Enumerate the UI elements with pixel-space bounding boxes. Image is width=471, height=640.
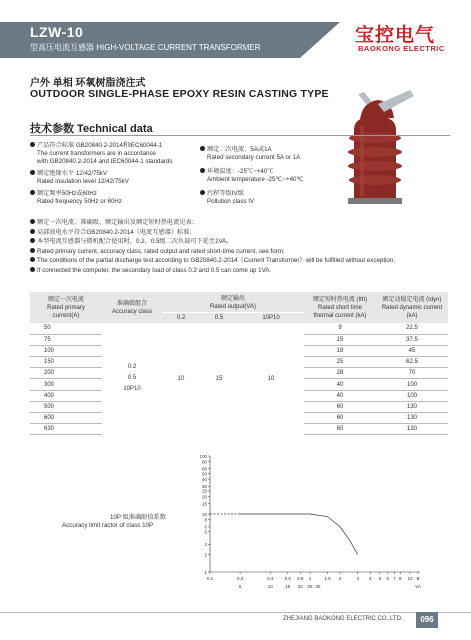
x-tick-label-va: 10 — [267, 584, 273, 589]
header-output-05: 0.5 — [200, 313, 238, 324]
note-item — [30, 256, 450, 266]
tech-data-title: 技术参数 Technical data — [30, 123, 153, 135]
accuracy-value: 10P10 — [123, 386, 141, 393]
x-tick-label: 0.4 — [267, 576, 274, 581]
y-tick-label: 5 — [204, 529, 207, 535]
table-row — [30, 323, 448, 334]
primary-current-cell: 100 — [30, 345, 102, 356]
thermal-current-cell: 18 — [304, 345, 376, 356]
spec-text: Rated insulation level 12/42/75kV — [37, 178, 129, 185]
spec-text: 额定频率50Hz或60Hz — [37, 190, 97, 197]
x-tick-label-va: 30 — [315, 584, 321, 589]
accuracy-cell — [102, 323, 162, 435]
header-text: Accuracy class — [111, 308, 152, 315]
bullet-icon — [30, 248, 35, 253]
spec-text: Rated frequency 50Hz or 60Hz — [37, 198, 122, 205]
header-output-02: 0.2 — [162, 313, 200, 324]
y-tick-label: 3 — [204, 542, 207, 548]
y-tick-label: 10 — [201, 511, 207, 517]
note-text: The conditions of the partial discharge test according to GB20840.2-2014《Current Transformer》will be fulfilled without exception; — [37, 257, 396, 264]
header-text: 额定短时热电流 (Ith) — [312, 296, 368, 303]
bullet-icon — [30, 238, 35, 243]
model-subtitle: 型高压电流互感器 HIGH-VOLTAGE CURRENT TRANSFORMER — [30, 43, 261, 52]
primary-current-cell: 50 — [30, 323, 102, 334]
chart-label-cn: 10P 级准确限值系数 — [110, 514, 166, 521]
bullet-icon — [200, 190, 205, 195]
bullet-icon — [200, 146, 205, 151]
primary-current-cell: 300 — [30, 379, 102, 390]
note-item — [30, 266, 450, 276]
spec-text: 环境温度：-25℃~+40℃ — [207, 168, 274, 175]
spec-text: Ambient temperature -25℃~+40℃ — [207, 176, 304, 183]
x-tick-label: 2 — [338, 576, 342, 581]
x-tick-label: 7 — [393, 576, 396, 581]
x-tick-label: 0.1 — [206, 576, 214, 581]
header-primary-current — [30, 292, 102, 323]
note-item — [30, 218, 450, 228]
bullet-icon — [30, 267, 35, 272]
thermal-current-cell: 60 — [304, 413, 376, 424]
output-05-cell: 15 — [215, 375, 223, 382]
x-tick-label: 0.6 — [284, 576, 291, 581]
x-tick-label: 4 — [368, 576, 372, 581]
bullet-icon — [30, 257, 35, 262]
accuracy-value: 0.5 — [127, 375, 137, 382]
spec-text: 额定绝缘水平 12/42/75kV — [37, 170, 108, 177]
y-tick-label: 40 — [201, 476, 207, 482]
notes-list — [30, 218, 450, 275]
header — [0, 0, 471, 62]
dynamic-current-cell: 130 — [376, 401, 448, 412]
primary-current-cell: 75 — [30, 334, 102, 345]
note-text: Rated primary current, accuracy class, rated output and rated short-time current, see form; — [37, 247, 285, 255]
x-tick-label-va: VA — [415, 584, 421, 589]
x-tick-label-va: 15 — [285, 584, 291, 589]
dynamic-current-cell: 100 — [376, 390, 448, 401]
spec-pollution — [200, 190, 254, 206]
spec-text: The current transformers are in accordance — [37, 150, 156, 157]
note-text: If connected the computer, the secondary load of class 0.2 and 0.5 can come up 1VA. — [37, 266, 272, 274]
thermal-current-cell: 60 — [304, 401, 376, 412]
primary-current-cell: 600 — [30, 413, 102, 424]
header-text: thermal current (kA) — [313, 312, 367, 319]
spec-text: with GB20840.2-2014 and IEC60044-1 standards — [37, 158, 173, 165]
y-tick-label: 8 — [204, 517, 207, 523]
header-text: 额定动稳定电流 (Idyn) — [382, 296, 442, 303]
spec-ambient-temp — [200, 168, 303, 184]
thermal-current-cell: 40 — [304, 379, 376, 390]
x-tick-label: 10 — [407, 576, 413, 581]
x-tick-label: 6 — [386, 576, 390, 581]
thermal-current-cell: 15 — [304, 334, 376, 345]
note-item — [30, 237, 450, 247]
header-text: 额定输出 — [220, 296, 245, 302]
header-output-10p10: 10P10 — [238, 313, 304, 324]
bullet-icon — [200, 168, 205, 173]
x-tick-label: 8 — [399, 576, 402, 581]
x-tick-label: 0.2 — [236, 576, 244, 581]
product-title-en: OUTDOOR SINGLE-PHASE EPOXY RESIN CASTING TYPE — [30, 88, 329, 100]
thermal-current-cell: 60 — [304, 424, 376, 435]
bullet-icon — [30, 190, 35, 195]
spec-text: Pollution class IV — [207, 198, 255, 205]
y-tick-label: 100 — [199, 453, 207, 459]
bullet-icon — [30, 170, 35, 175]
product-title-cn: 户外 单相 环氧树脂浇注式 — [30, 78, 146, 89]
primary-current-cell: 150 — [30, 357, 102, 368]
accuracy-limit-chart — [180, 450, 440, 598]
primary-current-cell: 630 — [30, 424, 102, 435]
note-text: 额定一次电流、准确级、额定输出及额定短时热电流见表； — [37, 219, 198, 226]
x-tick-label-va: 25 — [307, 584, 313, 589]
y-tick-label: 15 — [201, 501, 207, 507]
spec-frequency — [30, 190, 122, 206]
brand-logo-en: BAOKONG ELECTRIC — [358, 44, 445, 53]
thermal-current-cell: 28 — [304, 368, 376, 379]
header-text: 准确级组合 — [116, 300, 147, 307]
x-tick-label-va: 5 — [238, 584, 242, 589]
x-tick-label: 3 — [356, 576, 359, 581]
note-text: 局部放电水平符合GB20840.2-2014《电流互感器》标准； — [37, 228, 196, 236]
page-number: 096 — [416, 612, 438, 628]
model-title: LZW-10 — [30, 24, 84, 40]
series-line — [240, 514, 358, 555]
primary-current-cell: 400 — [30, 390, 102, 401]
product-photo — [320, 90, 430, 210]
note-item — [30, 228, 450, 238]
spec-secondary-current — [200, 146, 300, 162]
header-text: Rated primary — [47, 304, 85, 311]
dynamic-current-cell: 130 — [376, 424, 448, 435]
footer-company: ZHEJIANG BAOKONG ELECTRIC CO.,LTD. — [283, 616, 403, 622]
y-tick-label: 80 — [201, 459, 207, 465]
bullet-icon — [30, 142, 35, 147]
spec-text: Rated secondary current 5A or 1A — [207, 154, 301, 161]
header-text: current(A) — [52, 312, 80, 319]
header-thermal-current — [304, 292, 376, 323]
x-tick-label: 1.5 — [324, 576, 331, 581]
primary-current-cell: 200 — [30, 368, 102, 379]
bullet-icon — [30, 219, 35, 224]
header-text: Rated short time — [317, 304, 363, 311]
header-text: (kA) — [406, 312, 418, 319]
dynamic-current-cell: 45 — [376, 345, 448, 356]
spec-standard — [30, 142, 173, 166]
chart-label-en: Accuracy limit ractor of class 10P — [62, 522, 154, 529]
y-tick-label: 25 — [201, 488, 207, 494]
x-tick-label: 5 — [378, 576, 382, 581]
y-tick-label: 2 — [204, 552, 207, 558]
note-item — [30, 247, 450, 257]
divider — [30, 135, 450, 136]
dynamic-current-cell: 22.5 — [376, 323, 448, 334]
footer-divider — [0, 612, 471, 613]
dynamic-current-cell: 100 — [376, 379, 448, 390]
header-accuracy-class — [102, 292, 162, 323]
output-10p10-cell: 10 — [267, 375, 275, 382]
dynamic-current-cell: 37.5 — [376, 334, 448, 345]
x-tick-label: 1 — [308, 576, 312, 581]
thermal-current-cell: 40 — [304, 390, 376, 401]
dynamic-current-cell: 62.5 — [376, 357, 448, 368]
header-dynamic-current — [376, 292, 448, 323]
bullet-icon — [30, 229, 35, 234]
header-text: 额定一次电流 — [47, 296, 84, 303]
output-02-cell: 10 — [177, 375, 185, 382]
header-rated-output — [162, 292, 304, 313]
y-tick-label: 6 — [204, 524, 207, 530]
y-tick-label: 1 — [204, 569, 207, 575]
dynamic-current-cell: 70 — [376, 368, 448, 379]
spec-text: 额定二次电流：5A或1A — [207, 146, 272, 153]
rating-table — [30, 292, 448, 435]
spec-text: 产品符合标准 GB20840.2-2014和IEC60044-1 — [37, 142, 163, 149]
x-tick-label-va: 20 — [297, 584, 303, 589]
y-tick-label: 60 — [201, 466, 207, 472]
header-text: Rated dynamic current — [381, 304, 443, 311]
dynamic-current-cell: 130 — [376, 413, 448, 424]
spec-text: 污秽等级IV级 — [207, 190, 244, 197]
thermal-current-cell: 9 — [304, 323, 376, 334]
primary-current-cell: 500 — [30, 401, 102, 412]
y-tick-label: 20 — [201, 494, 207, 500]
brand-logo-cn: 宝控电气 — [355, 25, 436, 46]
spec-insulation — [30, 170, 129, 186]
y-tick-label: 30 — [201, 484, 207, 490]
x-tick-label: 0.8 — [297, 576, 304, 581]
note-text: 本型电流互感器与微机配合使用时，0.2、0.5级二次负载可下延至1VA。 — [37, 238, 233, 245]
x-tick-label: B — [416, 576, 420, 581]
header-text: Rated output(VA) — [210, 304, 256, 310]
thermal-current-cell: 25 — [304, 357, 376, 368]
accuracy-value: 0.2 — [127, 364, 137, 371]
y-tick-label: 50 — [201, 471, 207, 477]
